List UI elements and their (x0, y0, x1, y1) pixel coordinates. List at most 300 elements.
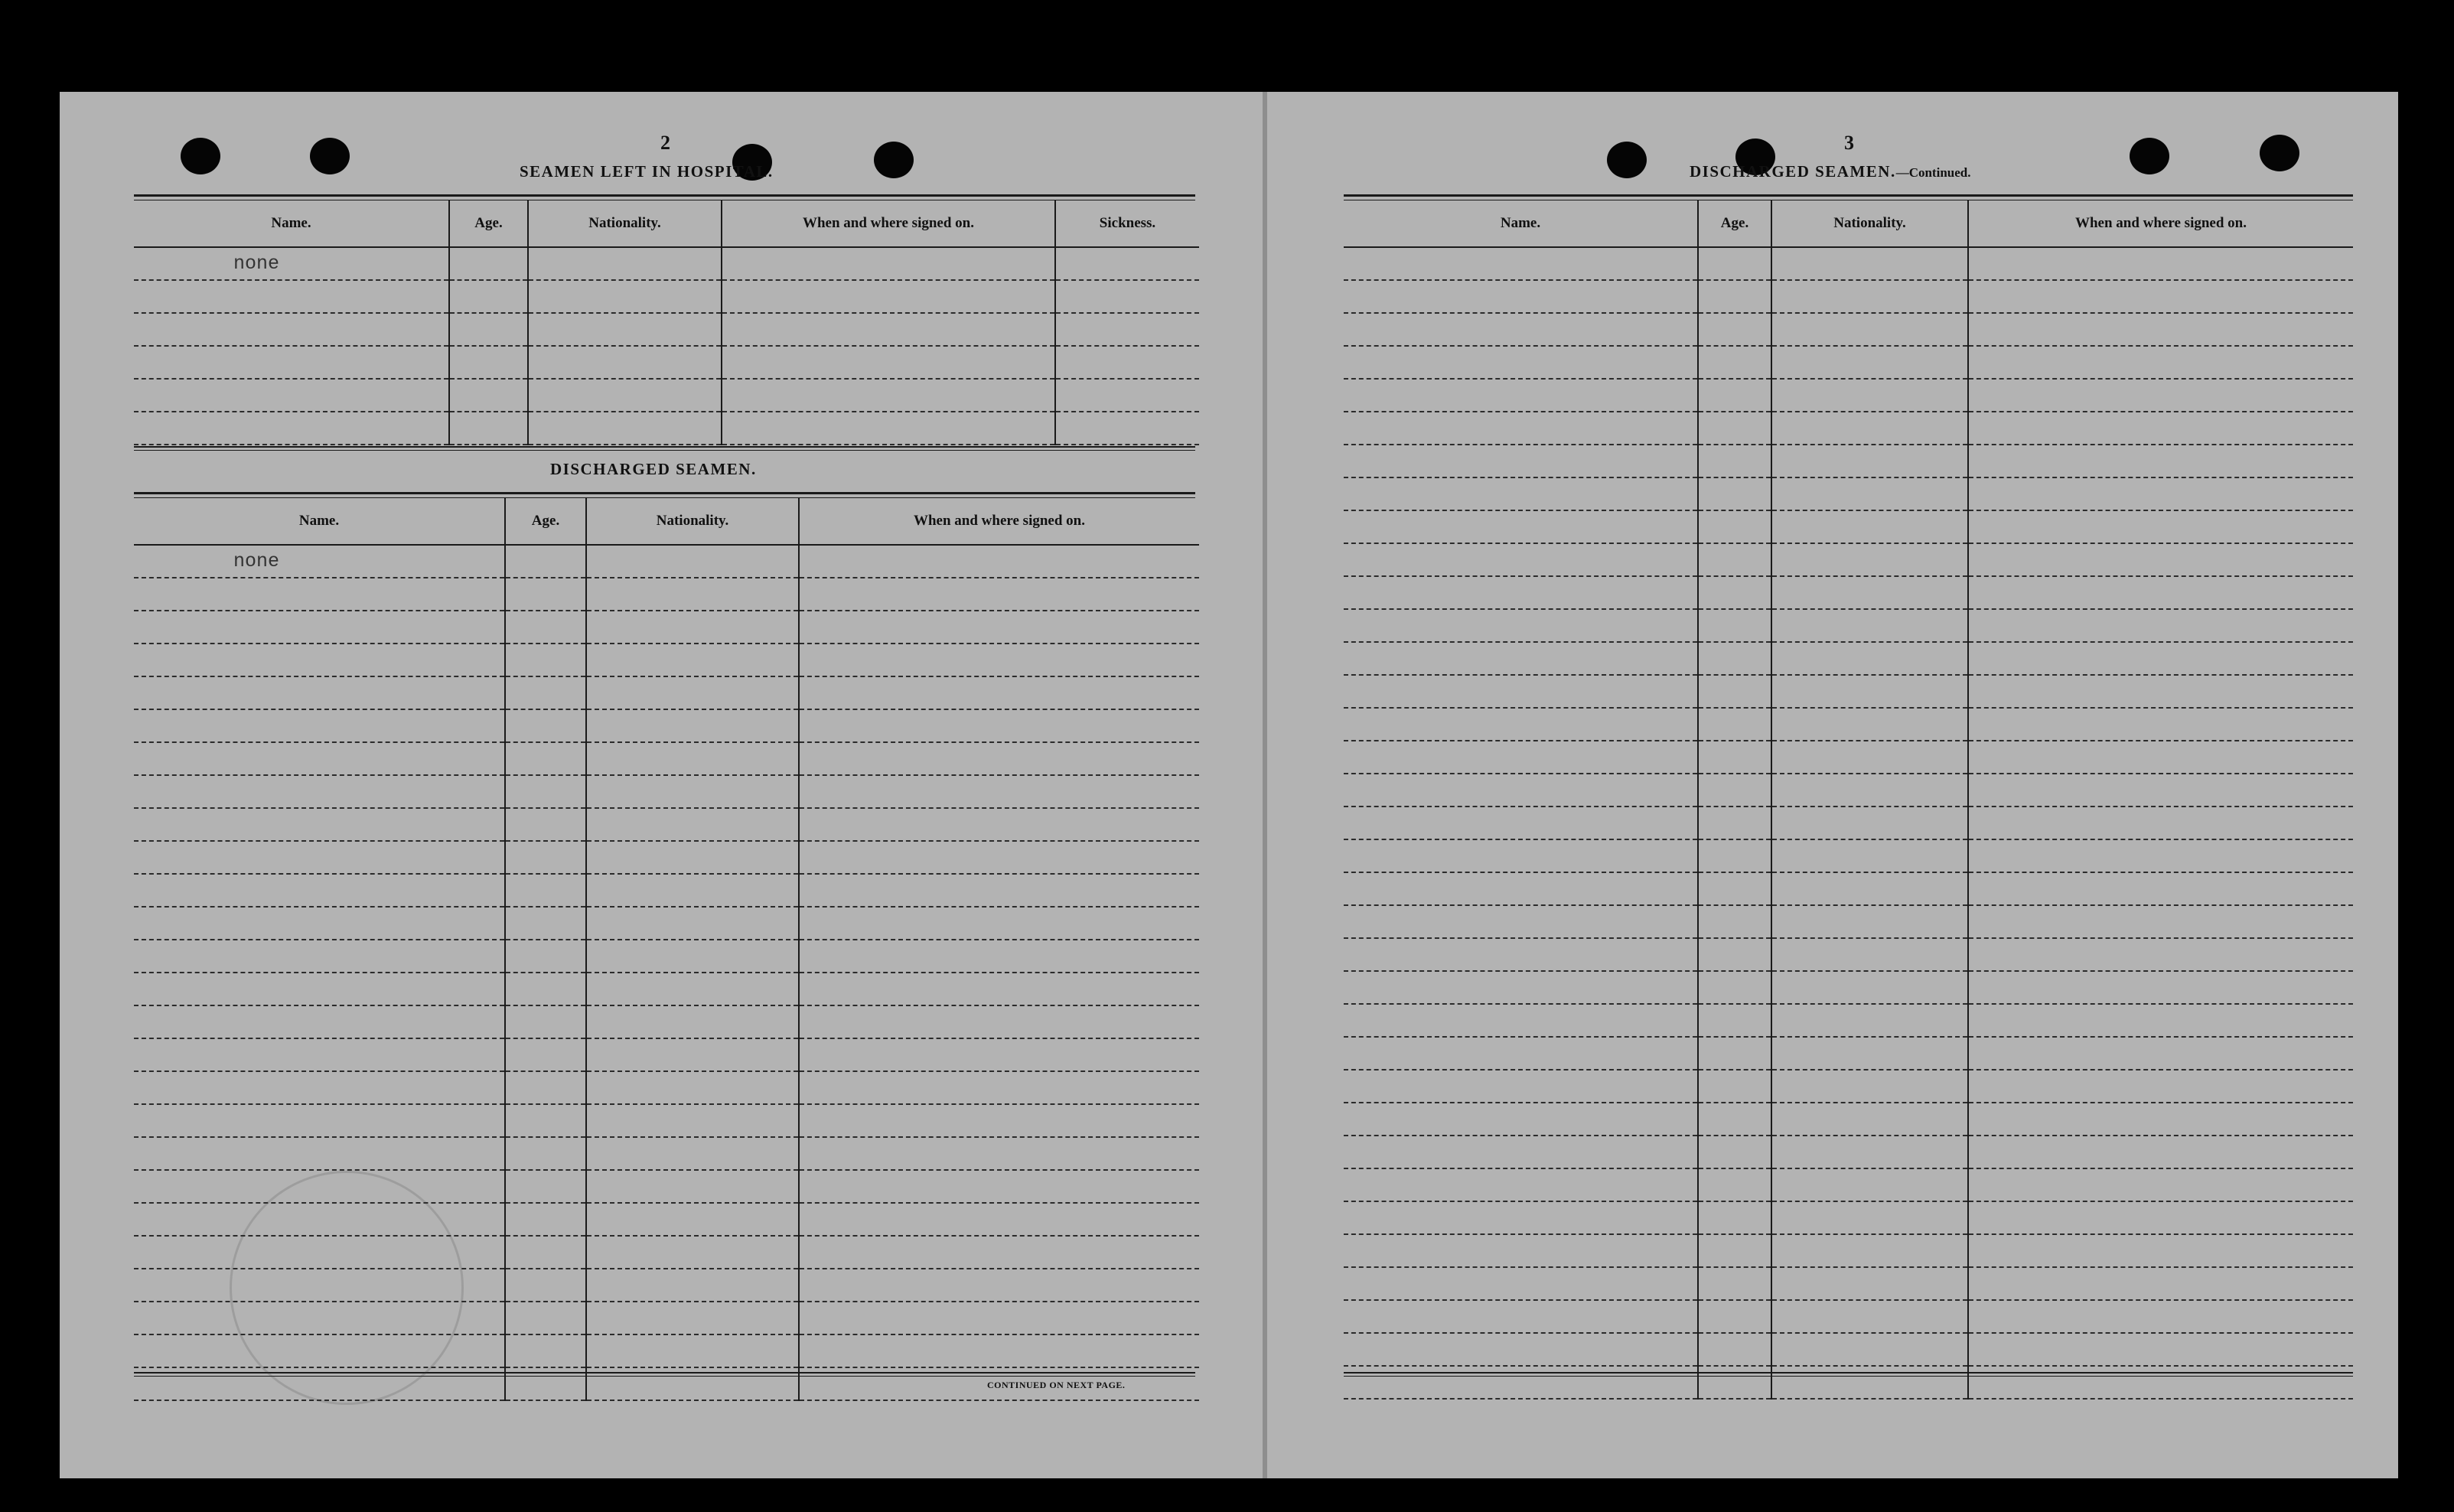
name-cell (1344, 971, 1698, 1004)
faded-stamp (230, 1171, 464, 1405)
table-header-row (1344, 200, 2353, 247)
nationality-cell (1771, 872, 1968, 905)
name-cell (1344, 1136, 1698, 1168)
name-cell (134, 1038, 505, 1071)
table-row (1344, 445, 2353, 477)
name-cell (134, 313, 449, 346)
signed-on-cell (1968, 938, 2353, 971)
table-row (1344, 675, 2353, 708)
table-row (134, 907, 1199, 940)
nationality-cell (1771, 905, 1968, 938)
age-cell (505, 611, 586, 644)
nationality-cell (1771, 412, 1968, 445)
signed-on-cell (799, 1071, 1199, 1104)
sickness-cell (1055, 313, 1199, 346)
discharged-continued-table (1344, 200, 2353, 1400)
page-number: 3 (1844, 132, 1854, 154)
nationality-cell (1771, 313, 1968, 346)
table-row (134, 940, 1199, 973)
table-row (134, 841, 1199, 874)
signed-on-cell (1968, 1070, 2353, 1103)
table-row (134, 1038, 1199, 1071)
age-cell (1698, 708, 1771, 741)
name-cell (134, 280, 449, 313)
nationality-cell (586, 1236, 799, 1269)
age-cell (1698, 543, 1771, 576)
age-cell (1698, 774, 1771, 807)
sickness-cell (1055, 280, 1199, 313)
age-cell (1698, 609, 1771, 642)
table-row (134, 578, 1199, 611)
age-cell (505, 742, 586, 775)
name-cell (134, 578, 505, 611)
table-row (1344, 905, 2353, 938)
table-row (1344, 741, 2353, 774)
age-cell (505, 1038, 586, 1071)
age-cell (505, 1071, 586, 1104)
age-cell (505, 1203, 586, 1236)
signed-on-cell (1968, 1168, 2353, 1201)
age-cell (505, 1005, 586, 1038)
section-title: DISCHARGED SEAMEN. (550, 460, 757, 478)
column-header-name: Name. (134, 498, 505, 545)
signed-on-cell (1968, 1136, 2353, 1168)
age-cell (1698, 445, 1771, 477)
nationality-cell (1771, 1103, 1968, 1136)
nationality-cell (586, 709, 799, 742)
age-cell (505, 907, 586, 940)
column-header-age: Age. (449, 200, 528, 247)
signed-on-cell (1968, 543, 2353, 576)
signed-on-cell (722, 313, 1055, 346)
signed-on-cell (1968, 1103, 2353, 1136)
signed-on-cell (799, 709, 1199, 742)
name-cell (134, 1104, 505, 1137)
signed-on-cell (799, 775, 1199, 808)
nationality-cell (1771, 247, 1968, 280)
name-cell (1344, 839, 1698, 872)
table-row (1344, 839, 2353, 872)
signed-on-cell (1968, 971, 2353, 1004)
column-header-sickness: Sickness. (1055, 200, 1199, 247)
nationality-cell (1771, 477, 1968, 510)
nationality-cell (586, 611, 799, 644)
table-row (134, 1005, 1199, 1038)
nationality-cell (1771, 576, 1968, 609)
name-cell (1344, 905, 1698, 938)
age-cell (505, 1236, 586, 1269)
nationality-cell (528, 412, 722, 445)
age-cell (1698, 1267, 1771, 1300)
table-row (1344, 1267, 2353, 1300)
name-cell (1344, 642, 1698, 675)
table-row (134, 1137, 1199, 1170)
table-row (1344, 642, 2353, 675)
signed-on-cell (1968, 708, 2353, 741)
table-row (1344, 807, 2353, 839)
name-cell (1344, 1201, 1698, 1234)
column-header-age: Age. (505, 498, 586, 545)
age-cell (1698, 247, 1771, 280)
table-row (1344, 938, 2353, 971)
page-fold (1263, 92, 1267, 1478)
age-cell (1698, 1333, 1771, 1366)
nationality-cell (586, 1302, 799, 1334)
name-cell (1344, 280, 1698, 313)
age-cell (1698, 477, 1771, 510)
name-cell (134, 808, 505, 841)
column-header-signed-on: When and where signed on. (722, 200, 1055, 247)
nationality-cell (1771, 379, 1968, 412)
signed-on-cell (1968, 1333, 2353, 1366)
sickness-cell (1055, 379, 1199, 412)
nationality-cell (586, 1104, 799, 1137)
age-cell (449, 313, 528, 346)
column-header-nationality: Nationality. (586, 498, 799, 545)
table-row (1344, 1070, 2353, 1103)
section-title-suffix: —Continued. (1895, 165, 1971, 180)
nationality-cell (586, 775, 799, 808)
table-row (1344, 1333, 2353, 1366)
table-row (134, 808, 1199, 841)
signed-on-cell (1968, 774, 2353, 807)
age-cell (1698, 510, 1771, 543)
table-row (134, 644, 1199, 676)
name-cell (1344, 708, 1698, 741)
name-cell (134, 1071, 505, 1104)
nationality-cell (586, 1137, 799, 1170)
signed-on-cell (722, 247, 1055, 280)
nationality-cell (1771, 807, 1968, 839)
age-cell (1698, 971, 1771, 1004)
continued-note: CONTINUED ON NEXT PAGE. (987, 1380, 1126, 1390)
age-cell (1698, 1103, 1771, 1136)
name-cell (1344, 412, 1698, 445)
table-row (1344, 576, 2353, 609)
name-cell (1344, 1070, 1698, 1103)
table-row (134, 676, 1199, 709)
nationality-cell (586, 1005, 799, 1038)
name-cell (1344, 938, 1698, 971)
name-cell (1344, 872, 1698, 905)
name-cell (1344, 609, 1698, 642)
nationality-cell (1771, 1234, 1968, 1267)
signed-on-cell (799, 973, 1199, 1005)
signed-on-cell (799, 940, 1199, 973)
name-cell (134, 709, 505, 742)
name-cell: none (134, 545, 505, 578)
age-cell (505, 1170, 586, 1203)
signed-on-cell (799, 676, 1199, 709)
nationality-cell (1771, 1267, 1968, 1300)
hospital-table (134, 200, 1199, 445)
nationality-cell (1771, 445, 1968, 477)
punch-hole (181, 138, 220, 174)
signed-on-cell (1968, 1037, 2353, 1070)
signed-on-cell (799, 644, 1199, 676)
nationality-cell (1771, 609, 1968, 642)
nationality-cell (1771, 1333, 1968, 1366)
name-cell (1344, 1234, 1698, 1267)
age-cell (449, 379, 528, 412)
name-cell (1344, 1004, 1698, 1037)
age-cell (505, 545, 586, 578)
age-cell (505, 676, 586, 709)
nationality-cell (528, 346, 722, 379)
signed-on-cell (799, 808, 1199, 841)
table-row (134, 775, 1199, 808)
section-title (1690, 162, 1970, 181)
table-row (134, 346, 1199, 379)
table-row (1344, 280, 2353, 313)
table-row (1344, 1300, 2353, 1333)
name-cell (134, 611, 505, 644)
signed-on-cell (799, 874, 1199, 907)
punch-hole (310, 138, 350, 174)
age-cell (1698, 807, 1771, 839)
column-header-signed-on: When and where signed on. (799, 498, 1199, 545)
name-cell: none (134, 247, 449, 280)
name-cell (1344, 741, 1698, 774)
nationality-cell (1771, 774, 1968, 807)
name-cell (1344, 774, 1698, 807)
nationality-cell (586, 1334, 799, 1367)
name-cell (1344, 1300, 1698, 1333)
signed-on-cell (1968, 807, 2353, 839)
name-cell (134, 644, 505, 676)
age-cell (505, 1137, 586, 1170)
signed-on-cell (1968, 1366, 2353, 1399)
signed-on-cell (799, 578, 1199, 611)
name-cell (134, 940, 505, 973)
table-row (134, 247, 1199, 280)
age-cell (1698, 642, 1771, 675)
table-row (134, 874, 1199, 907)
table-row (1344, 774, 2353, 807)
name-cell (1344, 675, 1698, 708)
age-cell (1698, 1136, 1771, 1168)
nationality-cell (586, 973, 799, 1005)
nationality-cell (1771, 675, 1968, 708)
punch-hole (874, 142, 914, 178)
age-cell (505, 1302, 586, 1334)
age-cell (1698, 412, 1771, 445)
signed-on-cell (1968, 477, 2353, 510)
table-row (134, 709, 1199, 742)
age-cell (1698, 1366, 1771, 1399)
table-row (134, 1104, 1199, 1137)
table-row (134, 379, 1199, 412)
signed-on-cell (799, 742, 1199, 775)
age-cell (505, 1334, 586, 1367)
nationality-cell (586, 545, 799, 578)
name-cell (1344, 247, 1698, 280)
age-cell (505, 1104, 586, 1137)
name-cell (134, 379, 449, 412)
age-cell (449, 280, 528, 313)
nationality-cell (1771, 1136, 1968, 1168)
nationality-cell (586, 644, 799, 676)
age-cell (1698, 313, 1771, 346)
age-cell (505, 940, 586, 973)
nationality-cell (586, 578, 799, 611)
signed-on-cell (1968, 609, 2353, 642)
age-cell (1698, 741, 1771, 774)
age-cell (1698, 379, 1771, 412)
signed-on-cell (1968, 741, 2353, 774)
nationality-cell (1771, 1037, 1968, 1070)
table-row (134, 313, 1199, 346)
age-cell (449, 346, 528, 379)
section-rule (134, 446, 1195, 451)
age-cell (505, 775, 586, 808)
signed-on-cell (799, 1236, 1199, 1269)
punch-hole (2260, 135, 2299, 171)
column-header-name: Name. (134, 200, 449, 247)
nationality-cell (586, 874, 799, 907)
age-cell (449, 247, 528, 280)
table-row (1344, 1103, 2353, 1136)
signed-on-cell (1968, 379, 2353, 412)
name-cell (134, 775, 505, 808)
nationality-cell (1771, 280, 1968, 313)
table-row (134, 1071, 1199, 1104)
age-cell (1698, 675, 1771, 708)
nationality-cell (586, 940, 799, 973)
table-row (1344, 346, 2353, 379)
table-row (1344, 1366, 2353, 1399)
nationality-cell (528, 280, 722, 313)
table-header-row (134, 200, 1199, 247)
nationality-cell (528, 247, 722, 280)
signed-on-cell (1968, 1300, 2353, 1333)
name-cell (134, 907, 505, 940)
signed-on-cell (1968, 675, 2353, 708)
table-row (1344, 1136, 2353, 1168)
signed-on-cell (1968, 412, 2353, 445)
nationality-cell (586, 907, 799, 940)
signed-on-cell (1968, 576, 2353, 609)
nationality-cell (528, 379, 722, 412)
table-row (1344, 609, 2353, 642)
table-row (1344, 1004, 2353, 1037)
section-title: SEAMEN LEFT IN HOSPITAL. (520, 162, 774, 181)
signed-on-cell (799, 841, 1199, 874)
age-cell (505, 874, 586, 907)
nationality-cell (1771, 543, 1968, 576)
age-cell (1698, 576, 1771, 609)
signed-on-cell (799, 1302, 1199, 1334)
nationality-cell (586, 1170, 799, 1203)
name-cell (1344, 1168, 1698, 1201)
name-cell (134, 874, 505, 907)
nationality-cell (1771, 971, 1968, 1004)
age-cell (1698, 905, 1771, 938)
age-cell (505, 808, 586, 841)
signed-on-cell (722, 379, 1055, 412)
table-row (134, 742, 1199, 775)
signed-on-cell (1968, 872, 2353, 905)
nationality-cell (1771, 642, 1968, 675)
name-cell (1344, 1366, 1698, 1399)
table-row (1344, 313, 2353, 346)
age-cell (505, 1269, 586, 1302)
sickness-cell (1055, 346, 1199, 379)
age-cell (1698, 872, 1771, 905)
table-row (1344, 247, 2353, 280)
signed-on-cell (1968, 642, 2353, 675)
signed-on-cell (799, 1170, 1199, 1203)
age-cell (1698, 1037, 1771, 1070)
double-rule (134, 194, 1195, 200)
signed-on-cell (1968, 1234, 2353, 1267)
table-row (134, 611, 1199, 644)
name-cell (1344, 1103, 1698, 1136)
table-row (1344, 872, 2353, 905)
age-cell (505, 644, 586, 676)
punch-hole (1607, 142, 1647, 178)
double-rule (134, 492, 1195, 498)
signed-on-cell (799, 1038, 1199, 1071)
signed-on-cell (722, 412, 1055, 445)
signed-on-cell (1968, 280, 2353, 313)
nationality-cell (1771, 839, 1968, 872)
signed-on-cell (722, 280, 1055, 313)
name-cell (1344, 477, 1698, 510)
sickness-cell (1055, 412, 1199, 445)
double-rule (1344, 194, 2353, 200)
signed-on-cell (1968, 445, 2353, 477)
column-header-age: Age. (1698, 200, 1771, 247)
age-cell (1698, 1004, 1771, 1037)
age-cell (1698, 839, 1771, 872)
nationality-cell (586, 808, 799, 841)
name-cell (134, 1137, 505, 1170)
name-cell (1344, 1333, 1698, 1366)
table-row (1344, 1168, 2353, 1201)
signed-on-cell (1968, 1267, 2353, 1300)
signed-on-cell (722, 346, 1055, 379)
age-cell (1698, 1201, 1771, 1234)
signed-on-cell (1968, 1201, 2353, 1234)
signed-on-cell (1968, 247, 2353, 280)
nationality-cell (1771, 1201, 1968, 1234)
table-header-row (134, 498, 1199, 545)
name-cell (134, 841, 505, 874)
table-row (1344, 1037, 2353, 1070)
age-cell (1698, 1300, 1771, 1333)
nationality-cell (1771, 1300, 1968, 1333)
table-row (1344, 412, 2353, 445)
nationality-cell (586, 1203, 799, 1236)
name-cell (1344, 1037, 1698, 1070)
name-cell (1344, 445, 1698, 477)
age-cell (505, 973, 586, 1005)
nationality-cell (1771, 510, 1968, 543)
nationality-cell (1771, 741, 1968, 774)
age-cell (505, 578, 586, 611)
table-row (1344, 477, 2353, 510)
punch-hole (2130, 138, 2169, 174)
age-cell (505, 709, 586, 742)
table-row (1344, 510, 2353, 543)
signed-on-cell (1968, 313, 2353, 346)
name-cell (1344, 1267, 1698, 1300)
table-row (1344, 971, 2353, 1004)
nationality-cell (586, 676, 799, 709)
signed-on-cell (799, 907, 1199, 940)
table-row (1344, 1234, 2353, 1267)
